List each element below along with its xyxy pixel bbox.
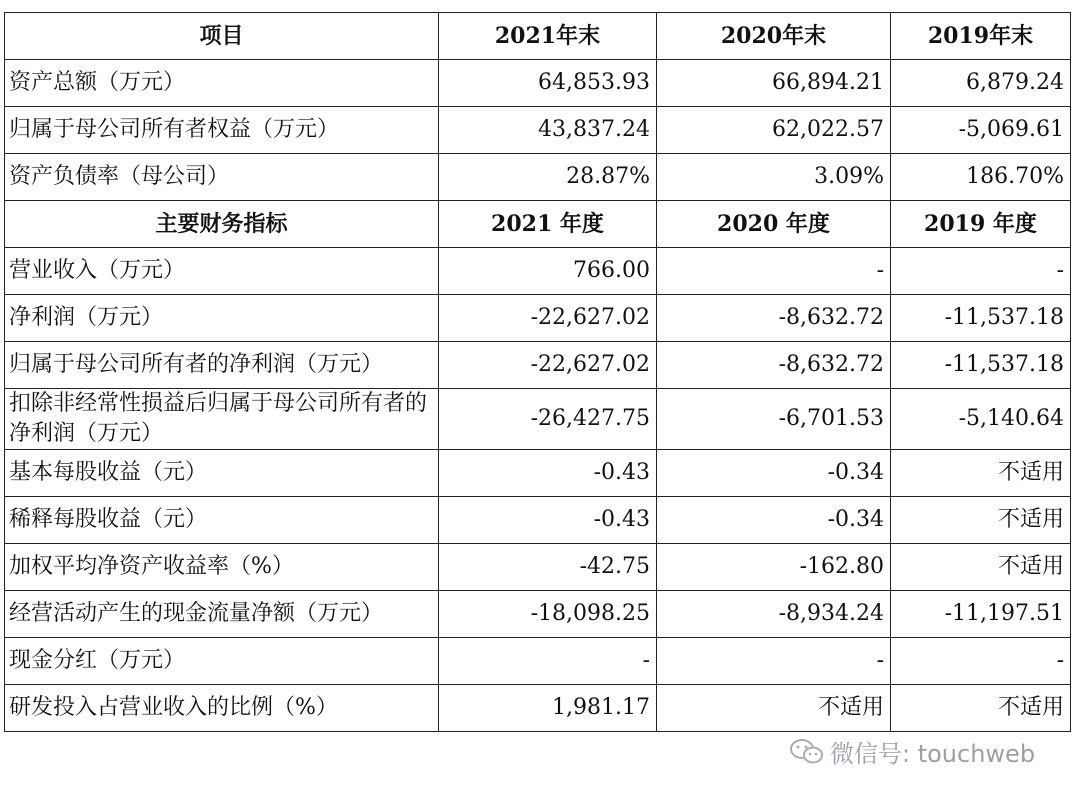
cell-2019: 不适用 bbox=[891, 544, 1071, 591]
cell-2021: -22,627.02 bbox=[439, 342, 657, 389]
table-row bbox=[5, 497, 1071, 544]
cell-2021: -42.75 bbox=[439, 544, 657, 591]
table-row bbox=[5, 248, 1071, 295]
cell-2021: 28.87% bbox=[439, 154, 657, 201]
cell-2020: -0.34 bbox=[657, 497, 891, 544]
cell-2020: - bbox=[657, 248, 891, 295]
cell-2021: - bbox=[439, 638, 657, 685]
table-row bbox=[5, 154, 1071, 201]
row-label: 营业收入（万元） bbox=[5, 248, 439, 295]
cell-2021: 766.00 bbox=[439, 248, 657, 295]
row-label: 基本每股收益（元） bbox=[5, 450, 439, 497]
table-row bbox=[5, 342, 1071, 389]
cell-2020: -6,701.53 bbox=[657, 389, 891, 450]
cell-2019: 不适用 bbox=[891, 450, 1071, 497]
table-row bbox=[5, 107, 1071, 154]
cell-2019: 不适用 bbox=[891, 685, 1071, 732]
cell-2019: -11,537.18 bbox=[891, 342, 1071, 389]
cell-2019: - bbox=[891, 248, 1071, 295]
cell-2019: 186.70% bbox=[891, 154, 1071, 201]
row-label: 净利润（万元） bbox=[5, 295, 439, 342]
cell-2021: 43,837.24 bbox=[439, 107, 657, 154]
cell-2019: -5,069.61 bbox=[891, 107, 1071, 154]
cell-2020: -162.80 bbox=[657, 544, 891, 591]
cell-2020: -0.34 bbox=[657, 450, 891, 497]
table-row bbox=[5, 638, 1071, 685]
header-2019-year: 2019 年度 bbox=[891, 201, 1071, 248]
cell-2021: -0.43 bbox=[439, 497, 657, 544]
cell-2019: -11,537.18 bbox=[891, 295, 1071, 342]
cell-2020: 66,894.21 bbox=[657, 60, 891, 107]
cell-2021: 64,853.93 bbox=[439, 60, 657, 107]
cell-2020: -8,934.24 bbox=[657, 591, 891, 638]
row-label: 扣除非经常性损益后归属于母公司所有者的净利润（万元） bbox=[5, 389, 439, 450]
header-2020-year: 2020 年度 bbox=[657, 201, 891, 248]
table-row bbox=[5, 685, 1071, 732]
row-label: 资产负债率（母公司） bbox=[5, 154, 439, 201]
cell-2020: 不适用 bbox=[657, 685, 891, 732]
cell-2019: 6,879.24 bbox=[891, 60, 1071, 107]
cell-2019: 不适用 bbox=[891, 497, 1071, 544]
cell-2020: -8,632.72 bbox=[657, 295, 891, 342]
row-label: 现金分红（万元） bbox=[5, 638, 439, 685]
cell-2021: 1,981.17 bbox=[439, 685, 657, 732]
cell-2019: - bbox=[891, 638, 1071, 685]
row-label: 稀释每股收益（元） bbox=[5, 497, 439, 544]
row-label: 归属于母公司所有者的净利润（万元） bbox=[5, 342, 439, 389]
row-label: 资产总额（万元） bbox=[5, 60, 439, 107]
cell-2020: 3.09% bbox=[657, 154, 891, 201]
header-2021-end: 2021年末 bbox=[439, 13, 657, 60]
table-row bbox=[5, 544, 1071, 591]
cell-2019: -11,197.51 bbox=[891, 591, 1071, 638]
cell-2020: 62,022.57 bbox=[657, 107, 891, 154]
row-label: 加权平均净资产收益率（%） bbox=[5, 544, 439, 591]
header-2020-end: 2020年末 bbox=[657, 13, 891, 60]
cell-2019: -5,140.64 bbox=[891, 389, 1071, 450]
table-row bbox=[5, 295, 1071, 342]
table-header-row bbox=[5, 13, 1071, 60]
financial-table bbox=[4, 12, 1071, 732]
header-item: 项目 bbox=[5, 13, 439, 60]
cell-2021: -22,627.02 bbox=[439, 295, 657, 342]
wechat-icon bbox=[790, 738, 824, 766]
cell-2021: -0.43 bbox=[439, 450, 657, 497]
table-row bbox=[5, 591, 1071, 638]
header-2021-year: 2021 年度 bbox=[439, 201, 657, 248]
cell-2021: -18,098.25 bbox=[439, 591, 657, 638]
watermark-text: 微信号: touchweb bbox=[830, 740, 1036, 768]
table-row bbox=[5, 60, 1071, 107]
watermark bbox=[790, 734, 1035, 769]
table-row bbox=[5, 389, 1071, 450]
header-2019-end: 2019年末 bbox=[891, 13, 1071, 60]
row-label: 归属于母公司所有者权益（万元） bbox=[5, 107, 439, 154]
row-label: 经营活动产生的现金流量净额（万元） bbox=[5, 591, 439, 638]
table-subheader-row bbox=[5, 201, 1071, 248]
row-label: 研发投入占营业收入的比例（%） bbox=[5, 685, 439, 732]
header-indicators: 主要财务指标 bbox=[5, 201, 439, 248]
table-row bbox=[5, 450, 1071, 497]
cell-2020: - bbox=[657, 638, 891, 685]
cell-2020: -8,632.72 bbox=[657, 342, 891, 389]
cell-2021: -26,427.75 bbox=[439, 389, 657, 450]
